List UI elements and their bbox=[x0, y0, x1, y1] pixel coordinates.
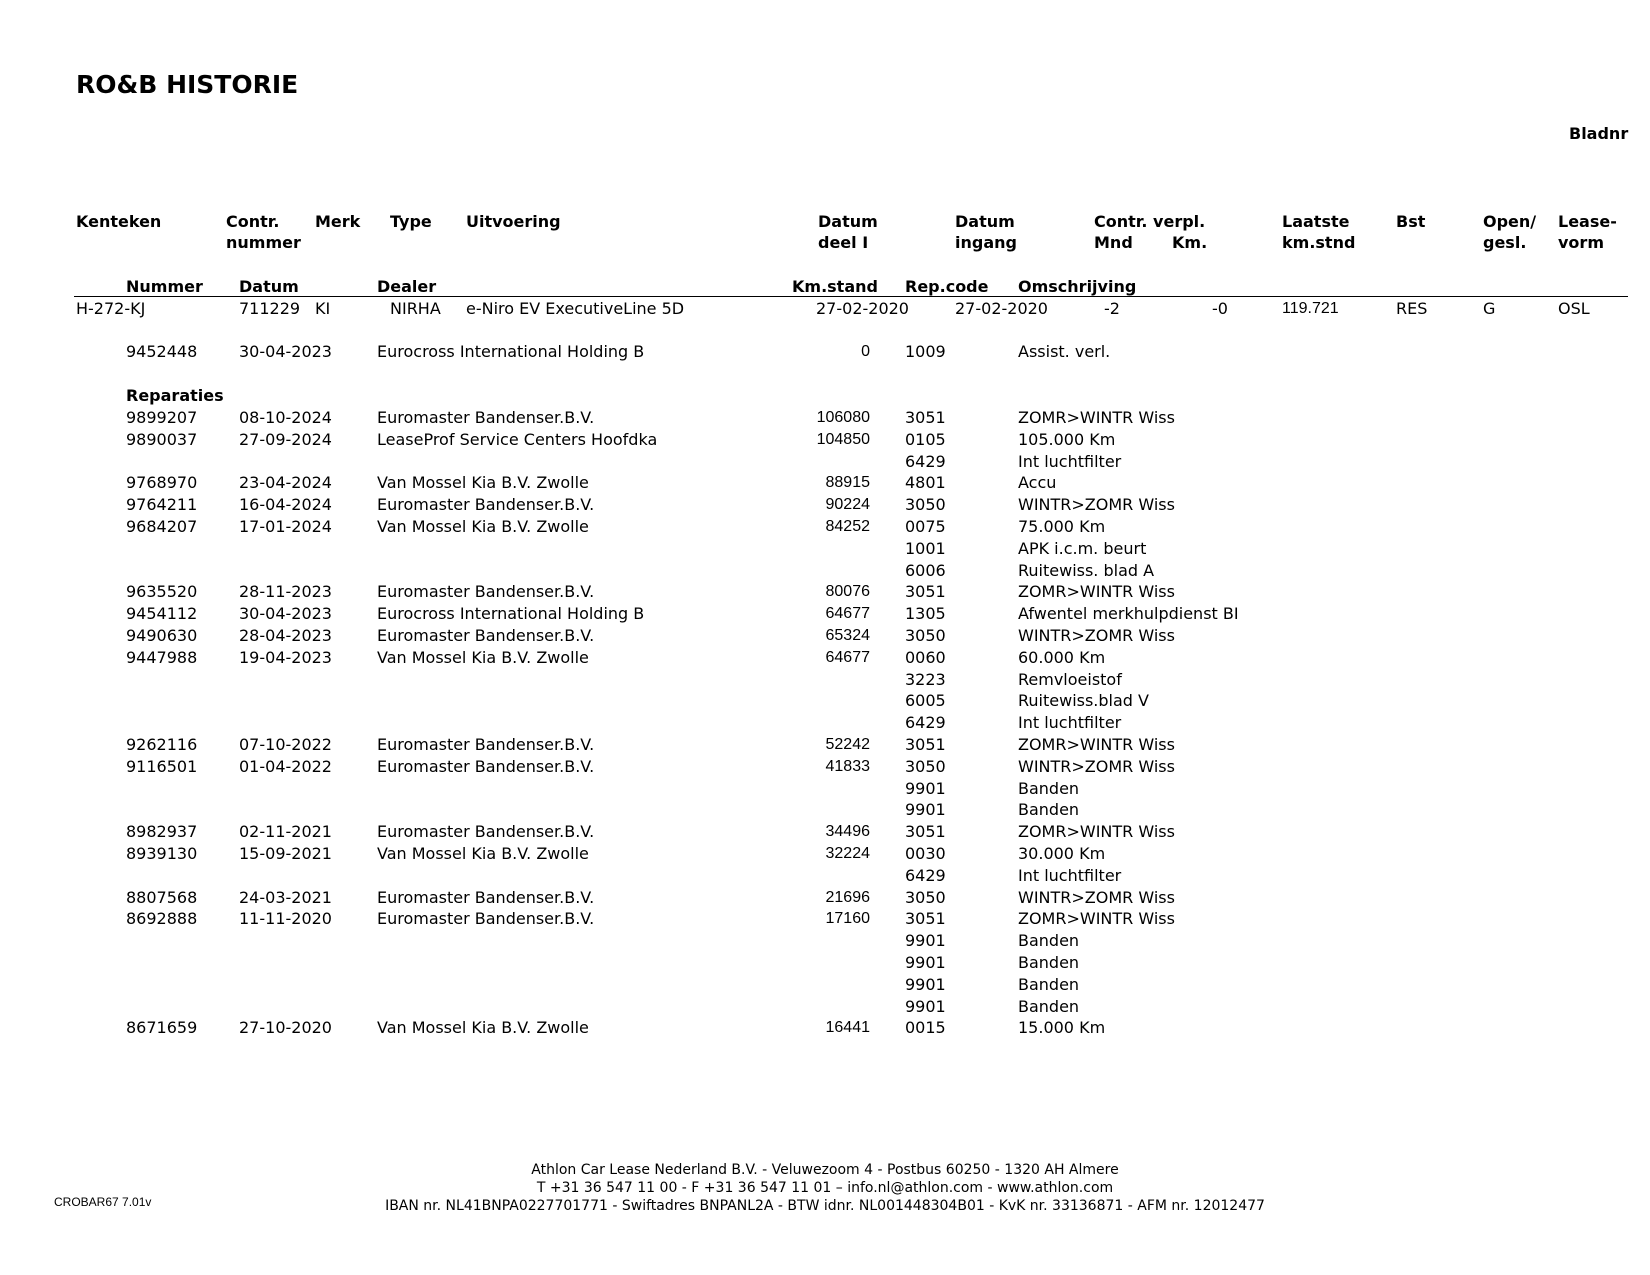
repair-repcode: 4801 bbox=[905, 473, 946, 493]
header-ingang: ingang bbox=[955, 233, 1017, 252]
header-gesl: gesl. bbox=[1483, 233, 1527, 252]
repair-datum: 28-04-2023 bbox=[239, 626, 332, 645]
repair-datum: 27-09-2024 bbox=[239, 429, 332, 449]
repair-kmstand: 32224 bbox=[825, 845, 870, 862]
repair-repcode: 6005 bbox=[905, 691, 946, 711]
header-datum-ingang: Datum bbox=[955, 212, 1015, 231]
repair-repcode: 3051 bbox=[905, 582, 946, 602]
repair-kmstand: 80076 bbox=[825, 583, 870, 601]
repair-omschrijving: Banden bbox=[1018, 800, 1080, 820]
vehicle-datum-deel: 27-02-2020 bbox=[816, 299, 909, 318]
repair-dealer: Euromaster Bandenser.B.V. bbox=[377, 626, 595, 645]
header-repcode: Rep.code bbox=[905, 277, 989, 296]
repair-nummer: 9262116 bbox=[126, 735, 198, 754]
footer-contact: T +31 36 547 11 00 - F +31 36 547 11 01 – info.nl@athlon.com - www.athlon.com bbox=[536, 1180, 1114, 1196]
vehicle-type: NIRHA bbox=[390, 299, 441, 318]
reparaties-heading: Reparaties bbox=[126, 386, 224, 405]
repair-nummer: 9768970 bbox=[126, 473, 198, 493]
repair-dealer: Van Mossel Kia B.V. Zwolle bbox=[377, 473, 589, 493]
repair-nummer: 9490630 bbox=[126, 626, 198, 645]
repair-kmstand: 106080 bbox=[816, 409, 870, 426]
repair-repcode: 3051 bbox=[905, 735, 946, 754]
bladnr-label: Bladnr bbox=[1569, 124, 1629, 143]
repair-kmstand: 84252 bbox=[825, 518, 870, 535]
repair-omschrijving: Int luchtfilter bbox=[1018, 865, 1122, 885]
repair-repcode: 6006 bbox=[905, 560, 946, 580]
repair-datum: 24-03-2021 bbox=[239, 887, 332, 907]
assist-kmstand: 0 bbox=[861, 343, 870, 360]
repair-omschrijving: 30.000 Km bbox=[1018, 844, 1106, 863]
repair-nummer: 8692888 bbox=[126, 909, 198, 929]
vehicle-bst: RES bbox=[1396, 299, 1428, 318]
repair-repcode: 6429 bbox=[905, 713, 946, 733]
repair-kmstand: 34496 bbox=[825, 823, 870, 841]
vehicle-laatste-kmstnd: 119.721 bbox=[1282, 300, 1339, 317]
repair-kmstand: 64677 bbox=[825, 648, 870, 666]
repair-repcode: 0105 bbox=[905, 429, 946, 449]
header-divider bbox=[74, 296, 1628, 297]
repair-omschrijving: Banden bbox=[1018, 974, 1080, 994]
repair-nummer: 9116501 bbox=[126, 756, 198, 776]
repair-repcode: 0060 bbox=[905, 647, 946, 667]
repair-dealer: Eurocross International Holding B bbox=[377, 604, 645, 624]
repair-datum: 30-04-2023 bbox=[239, 604, 332, 624]
repair-dealer: Euromaster Bandenser.B.V. bbox=[377, 822, 595, 842]
footer-address: Athlon Car Lease Nederland B.V. - Veluwezoom 4 - Postbus 60250 - 1320 AH Almere bbox=[531, 1162, 1119, 1178]
repair-datum: 19-04-2023 bbox=[239, 647, 332, 667]
repair-omschrijving: Ruitewiss. blad A bbox=[1018, 560, 1155, 580]
repair-nummer: 9764211 bbox=[126, 495, 198, 515]
repair-datum: 15-09-2021 bbox=[239, 844, 332, 863]
repair-omschrijving: ZOMR>WINTR Wiss bbox=[1018, 909, 1175, 929]
header-km-stnd: km.stnd bbox=[1282, 233, 1356, 252]
repair-repcode: 3223 bbox=[905, 669, 946, 689]
page-title: RO&B HISTORIE bbox=[76, 70, 299, 99]
repair-datum: 23-04-2024 bbox=[239, 473, 332, 493]
repair-datum: 07-10-2022 bbox=[239, 735, 332, 754]
repair-kmstand: 64677 bbox=[825, 605, 870, 623]
header-laatste: Laatste bbox=[1282, 212, 1350, 231]
header-datum-deel: Datum bbox=[818, 212, 878, 231]
repair-repcode: 6429 bbox=[905, 451, 946, 471]
repair-kmstand: 52242 bbox=[825, 736, 870, 753]
repair-omschrijving: Afwentel merkhulpdienst BI bbox=[1018, 604, 1239, 624]
repair-omschrijving: Remvloeistof bbox=[1018, 669, 1122, 689]
repair-repcode: 9901 bbox=[905, 996, 946, 1016]
repair-omschrijving: Accu bbox=[1018, 473, 1057, 493]
vehicle-uitvoering: e-Niro EV ExecutiveLine 5D bbox=[466, 299, 685, 318]
repair-repcode: 9901 bbox=[905, 931, 946, 951]
header-lease: Lease- bbox=[1558, 212, 1617, 231]
repair-datum: 08-10-2024 bbox=[239, 408, 332, 427]
repair-repcode: 6429 bbox=[905, 865, 946, 885]
repair-repcode: 0015 bbox=[905, 1018, 946, 1038]
assist-dealer: Eurocross International Holding B bbox=[377, 342, 645, 361]
header-dealer: Dealer bbox=[377, 277, 437, 296]
repair-datum: 02-11-2021 bbox=[239, 822, 332, 842]
vehicle-datum-ingang: 27-02-2020 bbox=[955, 299, 1048, 318]
repair-nummer: 8671659 bbox=[126, 1018, 198, 1038]
repair-omschrijving: Banden bbox=[1018, 778, 1080, 798]
header-kmstand: Km.stand bbox=[792, 277, 878, 296]
repair-omschrijving: 15.000 Km bbox=[1018, 1018, 1106, 1038]
repair-omschrijving: ZOMR>WINTR Wiss bbox=[1018, 735, 1175, 754]
repair-nummer: 9890037 bbox=[126, 429, 198, 449]
header-type: Type bbox=[390, 212, 432, 231]
header-merk: Merk bbox=[315, 212, 361, 231]
repair-datum: 28-11-2023 bbox=[239, 582, 332, 602]
repair-repcode: 3050 bbox=[905, 495, 946, 515]
repair-omschrijving: APK i.c.m. beurt bbox=[1018, 538, 1147, 558]
repair-kmstand: 17160 bbox=[825, 910, 870, 928]
header-km: Km. bbox=[1172, 233, 1208, 252]
repair-datum: 17-01-2024 bbox=[239, 517, 332, 536]
header-contr-verpl: Contr. verpl. bbox=[1094, 212, 1206, 231]
vehicle-lease-vorm: OSL bbox=[1558, 299, 1590, 318]
repair-repcode: 3051 bbox=[905, 408, 946, 427]
repair-dealer: Euromaster Bandenser.B.V. bbox=[377, 408, 595, 427]
repair-repcode: 1001 bbox=[905, 538, 946, 558]
repair-nummer: 9899207 bbox=[126, 408, 198, 427]
repair-dealer: Euromaster Bandenser.B.V. bbox=[377, 495, 595, 515]
repair-dealer: Euromaster Bandenser.B.V. bbox=[377, 582, 595, 602]
document-code: CROBAR67 7.01v bbox=[54, 1195, 152, 1209]
header-omschrijving: Omschrijving bbox=[1018, 277, 1137, 296]
repair-datum: 16-04-2024 bbox=[239, 495, 332, 515]
repair-omschrijving: ZOMR>WINTR Wiss bbox=[1018, 408, 1175, 427]
repair-omschrijving: WINTR>ZOMR Wiss bbox=[1018, 495, 1175, 515]
repair-omschrijving: Banden bbox=[1018, 953, 1080, 972]
footer-bank: IBAN nr. NL41BNPA0227701771 - Swiftadres BNPANL2A - BTW idnr. NL001448304B01 - KvK nr. 33136871 - AFM nr. 12012477 bbox=[385, 1198, 1265, 1214]
repair-omschrijving: ZOMR>WINTR Wiss bbox=[1018, 582, 1175, 602]
vehicle-contract: 711229 bbox=[239, 299, 301, 318]
repair-omschrijving: 105.000 Km bbox=[1018, 429, 1116, 449]
repair-dealer: Euromaster Bandenser.B.V. bbox=[377, 887, 595, 907]
repair-datum: 11-11-2020 bbox=[239, 909, 332, 929]
repair-omschrijving: ZOMR>WINTR Wiss bbox=[1018, 822, 1175, 842]
repair-omschrijving: Ruitewiss.blad V bbox=[1018, 691, 1149, 711]
repair-dealer: Euromaster Bandenser.B.V. bbox=[377, 909, 595, 929]
repair-dealer: Van Mossel Kia B.V. Zwolle bbox=[377, 647, 589, 667]
repair-kmstand: 41833 bbox=[825, 757, 870, 775]
vehicle-kenteken: H-272-KJ bbox=[76, 299, 146, 318]
header-datum: Datum bbox=[239, 277, 299, 296]
repair-omschrijving: 60.000 Km bbox=[1018, 647, 1106, 667]
repair-repcode: 1305 bbox=[905, 604, 946, 624]
repair-nummer: 9454112 bbox=[126, 604, 198, 624]
repair-nummer: 9684207 bbox=[126, 517, 198, 536]
repair-kmstand: 90224 bbox=[825, 496, 870, 514]
repair-repcode: 9901 bbox=[905, 974, 946, 994]
assist-datum: 30-04-2023 bbox=[239, 342, 332, 361]
repair-repcode: 3051 bbox=[905, 909, 946, 929]
header-contr: Contr. bbox=[226, 212, 280, 231]
repair-dealer: Van Mossel Kia B.V. Zwolle bbox=[377, 517, 589, 536]
repair-repcode: 9901 bbox=[905, 953, 946, 972]
repair-omschrijving: Int luchtfilter bbox=[1018, 713, 1122, 733]
repair-repcode: 9901 bbox=[905, 778, 946, 798]
header-contr-nummer: nummer bbox=[226, 233, 301, 252]
repair-kmstand: 65324 bbox=[825, 627, 870, 644]
assist-repcode: 1009 bbox=[905, 342, 946, 361]
header-bst: Bst bbox=[1396, 212, 1426, 231]
repair-repcode: 3050 bbox=[905, 626, 946, 645]
vehicle-merk: KI bbox=[315, 299, 331, 318]
repair-nummer: 8807568 bbox=[126, 887, 198, 907]
repair-kmstand: 21696 bbox=[825, 888, 870, 906]
repair-kmstand: 104850 bbox=[816, 430, 870, 448]
header-nummer: Nummer bbox=[126, 277, 203, 296]
repair-repcode: 9901 bbox=[905, 800, 946, 820]
assist-nummer: 9452448 bbox=[126, 342, 198, 361]
repair-dealer: Euromaster Bandenser.B.V. bbox=[377, 735, 595, 754]
vehicle-mnd: -2 bbox=[1104, 299, 1120, 318]
header-mnd: Mnd bbox=[1094, 233, 1133, 252]
repair-repcode: 3050 bbox=[905, 756, 946, 776]
repair-omschrijving: WINTR>ZOMR Wiss bbox=[1018, 887, 1175, 907]
vehicle-open-gesl: G bbox=[1483, 299, 1496, 318]
repair-repcode: 3050 bbox=[905, 887, 946, 907]
repair-datum: 01-04-2022 bbox=[239, 756, 332, 776]
repair-kmstand: 88915 bbox=[825, 474, 870, 492]
repair-omschrijving: Banden bbox=[1018, 931, 1080, 951]
repair-nummer: 9447988 bbox=[126, 647, 198, 667]
assist-omschrijving: Assist. verl. bbox=[1018, 342, 1111, 361]
header-vorm: vorm bbox=[1558, 233, 1604, 252]
repair-nummer: 9635520 bbox=[126, 582, 198, 602]
repair-repcode: 0030 bbox=[905, 844, 946, 863]
header-kenteken: Kenteken bbox=[76, 212, 162, 231]
repair-omschrijving: WINTR>ZOMR Wiss bbox=[1018, 626, 1175, 645]
vehicle-km: -0 bbox=[1212, 299, 1228, 318]
repair-dealer: Van Mossel Kia B.V. Zwolle bbox=[377, 1018, 589, 1038]
repair-nummer: 8982937 bbox=[126, 822, 198, 842]
repair-kmstand: 16441 bbox=[825, 1019, 870, 1037]
repair-omschrijving: Int luchtfilter bbox=[1018, 451, 1122, 471]
repair-omschrijving: WINTR>ZOMR Wiss bbox=[1018, 756, 1175, 776]
header-open: Open/ bbox=[1483, 212, 1537, 231]
repair-dealer: Euromaster Bandenser.B.V. bbox=[377, 756, 595, 776]
repair-omschrijving: Banden bbox=[1018, 996, 1080, 1016]
repair-dealer: Van Mossel Kia B.V. Zwolle bbox=[377, 844, 589, 863]
repair-dealer: LeaseProf Service Centers Hoofdka bbox=[377, 429, 658, 449]
repair-repcode: 3051 bbox=[905, 822, 946, 842]
repair-datum: 27-10-2020 bbox=[239, 1018, 332, 1038]
header-uitvoering: Uitvoering bbox=[466, 212, 561, 231]
repair-omschrijving: 75.000 Km bbox=[1018, 517, 1106, 536]
repair-repcode: 0075 bbox=[905, 517, 946, 536]
repair-nummer: 8939130 bbox=[126, 844, 198, 863]
header-deel-i: deel I bbox=[818, 233, 869, 252]
